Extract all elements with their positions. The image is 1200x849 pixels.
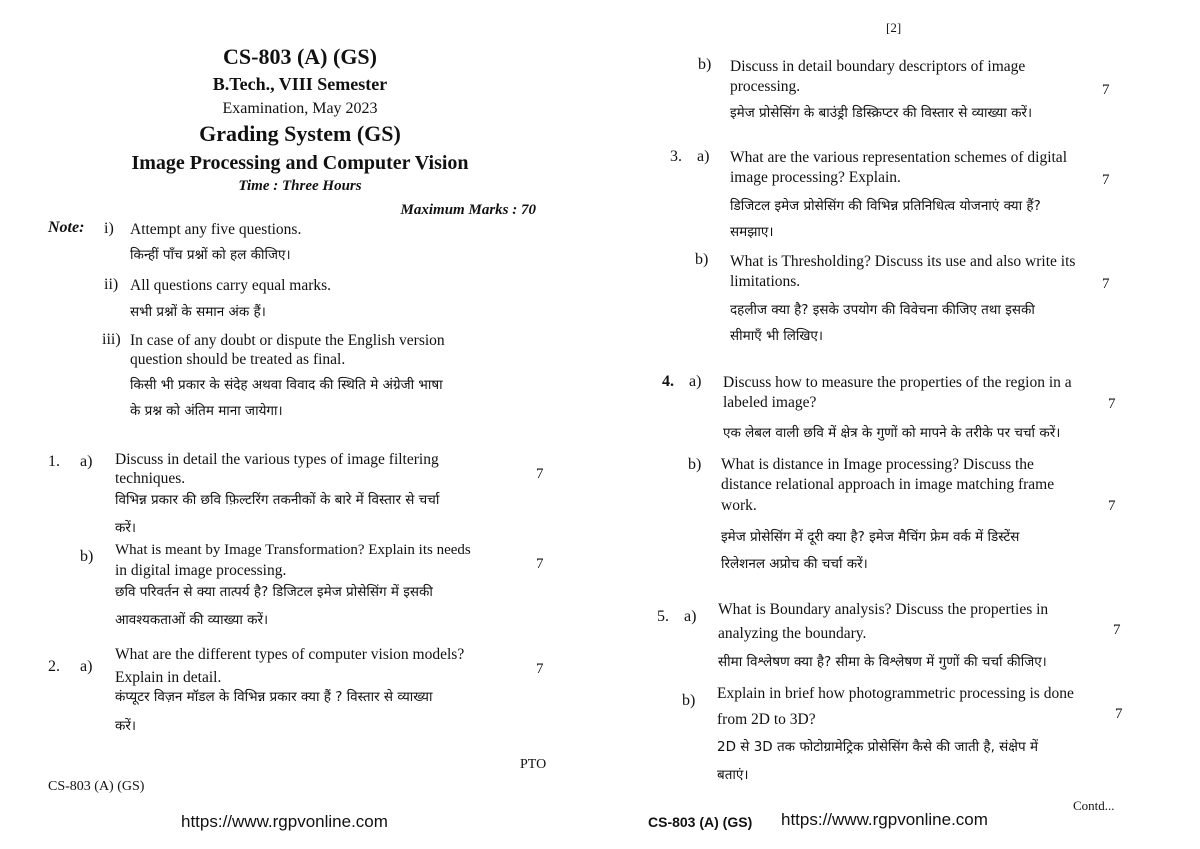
question-3a-label: a) bbox=[697, 148, 710, 165]
footer-url: https://www.rgpvonline.com bbox=[181, 812, 388, 831]
please-turn-over: PTO bbox=[520, 757, 547, 772]
page-two bbox=[600, 0, 1200, 849]
note-iii-number: iii) bbox=[102, 331, 121, 348]
question-2a-marks: 7 bbox=[536, 661, 544, 677]
note-i-hindi: किन्हीं पाँच प्रश्नों को हल कीजिए। bbox=[130, 247, 291, 263]
grading-system-title: Grading System (GS) bbox=[199, 121, 401, 146]
note-ii-hindi: सभी प्रश्नों के समान अंक हैं। bbox=[130, 304, 266, 320]
question-5b-english-line2: from 2D to 3D? bbox=[717, 711, 816, 728]
question-3b-marks: 7 bbox=[1102, 276, 1110, 292]
note-i-english: Attempt any five questions. bbox=[130, 221, 302, 238]
question-5a-english-line2: analyzing the boundary. bbox=[718, 625, 867, 642]
question-1b-english-line1: What is meant by Image Transformation? Explain its needs bbox=[115, 542, 471, 558]
question-5b-hindi-line2: बताएं। bbox=[717, 767, 749, 783]
exam-title: Examination, May 2023 bbox=[222, 100, 378, 117]
question-1b-cont-label: b) bbox=[698, 56, 712, 73]
question-5b-label: b) bbox=[682, 692, 696, 709]
max-marks-label: Maximum Marks : 70 bbox=[400, 202, 536, 218]
question-1b-cont-marks: 7 bbox=[1102, 82, 1110, 98]
question-3a-hindi-line1: डिजिटल इमेज प्रोसेसिंग की विभिन्न प्रतिनिधित्व योजनाएं क्या हैं? bbox=[730, 198, 1041, 214]
question-4a-hindi: एक लेबल वाली छवि में क्षेत्र के गुणों को मापने के तरीके पर चर्चा करें। bbox=[723, 425, 1061, 441]
question-1a-marks: 7 bbox=[536, 466, 544, 482]
question-1b-cont-hindi: इमेज प्रोसेसिंग के बाउंड्री डिस्क्रिप्टर की विस्तार से व्याख्या करें। bbox=[730, 105, 1033, 121]
question-5b-hindi-line1: 2D से 3D तक फोटोग्रामेट्रिक प्रोसेसिंग कैसे की जाती है, संक्षेप में bbox=[717, 739, 1039, 755]
question-1b-english-line2: in digital image processing. bbox=[115, 562, 287, 579]
question-2a-english-line2: Explain in detail. bbox=[115, 669, 222, 686]
question-3b-hindi-line2: सीमाएँ भी लिखिए। bbox=[730, 328, 823, 344]
question-4b-english-line2: distance relational approach in image matching frame bbox=[721, 476, 1055, 493]
question-4a-english-line2: labeled image? bbox=[723, 394, 817, 411]
question-5-number: 5. bbox=[657, 608, 669, 625]
question-4b-hindi-line1: इमेज प्रोसेसिंग में दूरी क्या है? इमेज मैचिंग फ्रेम वर्क में डिस्टेंस bbox=[721, 529, 1020, 545]
time-label: Time : Three Hours bbox=[238, 178, 362, 194]
paper-code: CS-803 (A) (GS) bbox=[223, 44, 377, 69]
note-iii-english-line2: question should be treated as final. bbox=[130, 351, 346, 368]
question-4b-hindi-line2: रिलेशनल अप्रोच की चर्चा करें। bbox=[721, 556, 868, 572]
footer-paper-code: CS-803 (A) (GS) bbox=[48, 779, 145, 794]
question-1a-english-line1: Discuss in detail the various types of image filtering bbox=[115, 451, 439, 468]
question-5a-label: a) bbox=[684, 608, 697, 625]
question-1b-cont-english-line2: processing. bbox=[730, 78, 801, 95]
question-3b-english-line2: limitations. bbox=[730, 273, 801, 290]
note-iii-hindi-line1: किसी भी प्रकार के संदेह अथवा विवाद की स्थिति मे अंग्रेजी भाषा bbox=[130, 377, 443, 393]
question-2a-english-line1: What are the different types of computer vision models? bbox=[115, 646, 465, 663]
question-4b-english-line1: What is distance in Image processing? Discuss the bbox=[721, 456, 1034, 473]
question-4a-label: a) bbox=[689, 373, 702, 390]
question-2-number: 2. bbox=[48, 658, 60, 675]
question-4-number: 4. bbox=[662, 373, 674, 390]
note-iii-hindi-line2: के प्रश्न को अंतिम माना जायेगा। bbox=[130, 403, 283, 419]
question-5a-english-line1: What is Boundary analysis? Discuss the properties in bbox=[718, 601, 1049, 618]
question-3b-english-line1: What is Thresholding? Discuss its use and also write its bbox=[730, 253, 1076, 270]
note-ii-english: All questions carry equal marks. bbox=[130, 277, 332, 294]
note-label: Note: bbox=[48, 219, 85, 236]
question-1a-label: a) bbox=[80, 453, 93, 470]
question-1b-label: b) bbox=[80, 548, 94, 565]
footer-url: https://www.rgpvonline.com bbox=[781, 810, 988, 829]
question-1a-hindi-line2: करें। bbox=[115, 520, 137, 536]
question-3b-label: b) bbox=[695, 251, 709, 268]
page-number: [2] bbox=[886, 20, 902, 35]
question-1b-hindi-line1: छवि परिवर्तन से क्या तात्पर्य है? डिजिटल इमेज प्रोसेसिंग में इसकी bbox=[115, 584, 433, 600]
note-ii-number: ii) bbox=[104, 276, 119, 293]
question-4a-marks: 7 bbox=[1108, 396, 1116, 412]
question-3a-english-line1: What are the various representation schemes of digital bbox=[730, 149, 1067, 166]
question-2a-hindi-line1: कंप्यूटर विज़न मॉडल के विभिन्न प्रकार क्या हैं ? विस्तार से व्याख्या bbox=[115, 689, 433, 705]
note-iii-english-line1: In case of any doubt or dispute the English version bbox=[130, 332, 445, 349]
question-4a-english-line1: Discuss how to measure the properties of the region in a bbox=[723, 374, 1072, 391]
question-4b-label: b) bbox=[688, 456, 702, 473]
question-1a-hindi-line1: विभिन्न प्रकार की छवि फ़िल्टरिंग तकनीकों के बारे में विस्तार से चर्चा bbox=[115, 492, 440, 508]
question-4b-marks: 7 bbox=[1108, 498, 1116, 514]
question-4b-english-line3: work. bbox=[721, 497, 757, 514]
question-2a-hindi-line2: करें। bbox=[115, 718, 137, 734]
question-3a-marks: 7 bbox=[1102, 172, 1110, 188]
question-1-number: 1. bbox=[48, 453, 60, 470]
subject-title: Image Processing and Computer Vision bbox=[131, 152, 469, 174]
question-5b-marks: 7 bbox=[1115, 706, 1123, 722]
footer-paper-code: CS-803 (A) (GS) bbox=[648, 814, 753, 830]
question-1a-english-line2: techniques. bbox=[115, 470, 186, 487]
question-3-number: 3. bbox=[670, 148, 682, 165]
question-1b-cont-english-line1: Discuss in detail boundary descriptors of image bbox=[730, 58, 1026, 75]
question-3a-hindi-line2: समझाए। bbox=[730, 224, 774, 240]
note-i-number: i) bbox=[104, 220, 114, 237]
question-3a-english-line2: image processing? Explain. bbox=[730, 169, 901, 186]
question-1b-hindi-line2: आवश्यकताओं की व्याख्या करें। bbox=[115, 612, 269, 628]
program-title: B.Tech., VIII Semester bbox=[212, 74, 388, 94]
question-1b-marks: 7 bbox=[536, 556, 544, 572]
question-5a-hindi: सीमा विश्लेषण क्या है? सीमा के विश्लेषण में गुणों की चर्चा कीजिए। bbox=[718, 654, 1047, 670]
question-3b-hindi-line1: दहलीज क्या है? इसके उपयोग की विवेचना कीजिए तथा इसकी bbox=[730, 302, 1035, 318]
continued-label: Contd... bbox=[1073, 798, 1115, 813]
question-2a-label: a) bbox=[80, 658, 93, 675]
question-5a-marks: 7 bbox=[1113, 622, 1121, 638]
question-5b-english-line1: Explain in brief how photogrammetric processing is done bbox=[717, 685, 1074, 702]
